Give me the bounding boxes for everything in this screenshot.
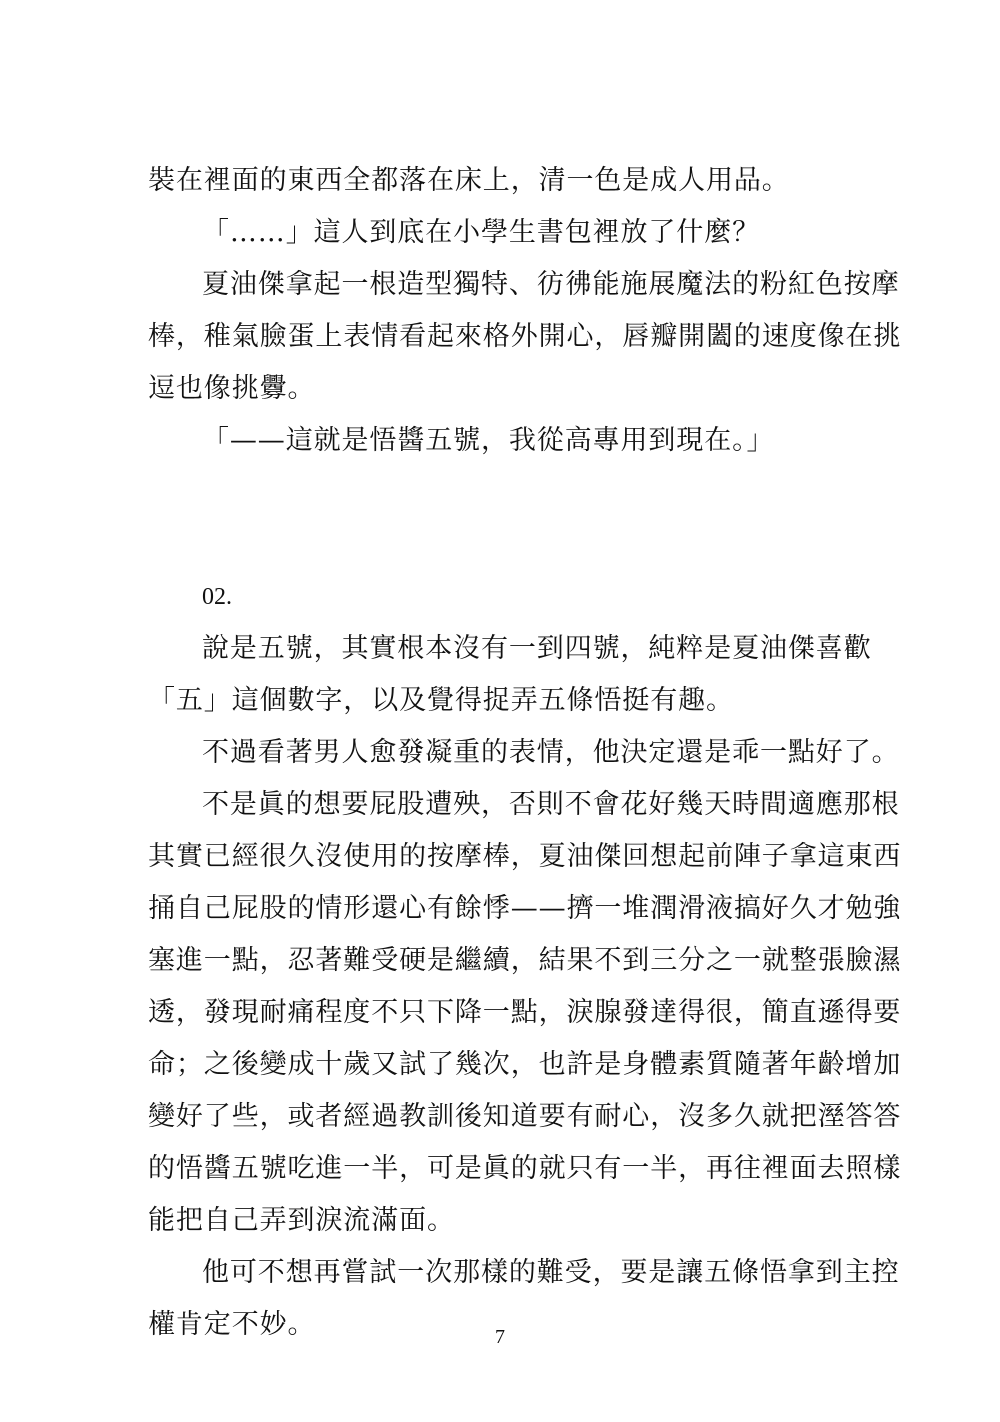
text-line: 逗也像挑釁。 [148, 373, 316, 404]
text-line: 他可不想再嘗試一次那樣的難受，要是讓五條悟拿到主控 [202, 1257, 900, 1288]
text-line: 能把自己弄到淚流滿面。 [148, 1205, 455, 1236]
text-line: 其實已經很久沒使用的按摩棒，夏油傑回想起前陣子拿這東西 [148, 841, 902, 872]
text-line: 裝在裡面的東西全都落在床上，清一色是成人用品。 [148, 165, 790, 196]
page-number: 7 [495, 1326, 505, 1348]
page-text [148, 155, 902, 1351]
text-line: 變好了些，或者經過教訓後知道要有耐心，沒多久就把溼答答 [148, 1101, 902, 1132]
text-line: 棒，稚氣臉蛋上表情看起來格外開心，唇瓣開闔的速度像在挑 [148, 321, 902, 352]
text-line: 透，發現耐痛程度不只下降一點，淚腺發達得很，簡直遜得要 [148, 997, 902, 1028]
text-line: 的悟醬五號吃進一半，可是眞的就只有一半，再往裡面去照樣 [148, 1153, 902, 1184]
text-line: 「——這就是悟醬五號，我從高專用到現在。」 [202, 425, 775, 456]
text-line: 不是眞的想要屁股遭殃，否則不會花好幾天時間適應那根 [202, 789, 900, 820]
text-line: 塞進一點，忍著難受硬是繼續，結果不到三分之一就整張臉濕 [148, 945, 902, 976]
text-line: 「……」這人到底在小學生書包裡放了什麼？ [202, 217, 760, 248]
text-line: 不過看著男人愈發凝重的表情，他決定還是乖一點好了。 [202, 737, 900, 768]
text-line: 夏油傑拿起一根造型獨特、彷彿能施展魔法的粉紅色按摩 [202, 269, 900, 300]
text-line: 權肯定不妙。 [148, 1309, 316, 1340]
text-line: 捅自己屁股的情形還心有餘悸——擠一堆潤滑液搞好久才勉強 [148, 893, 902, 924]
section-heading: 02. [202, 584, 232, 610]
text-line: 說是五號，其實根本沒有一到四號，純粹是夏油傑喜歡 [202, 633, 872, 664]
text-line: 命；之後變成十歲又試了幾次，也許是身體素質隨著年齡增加 [148, 1049, 902, 1080]
section-break [148, 467, 854, 571]
text-line: 「五」這個數字，以及覺得捉弄五條悟挺有趣。 [148, 685, 734, 716]
